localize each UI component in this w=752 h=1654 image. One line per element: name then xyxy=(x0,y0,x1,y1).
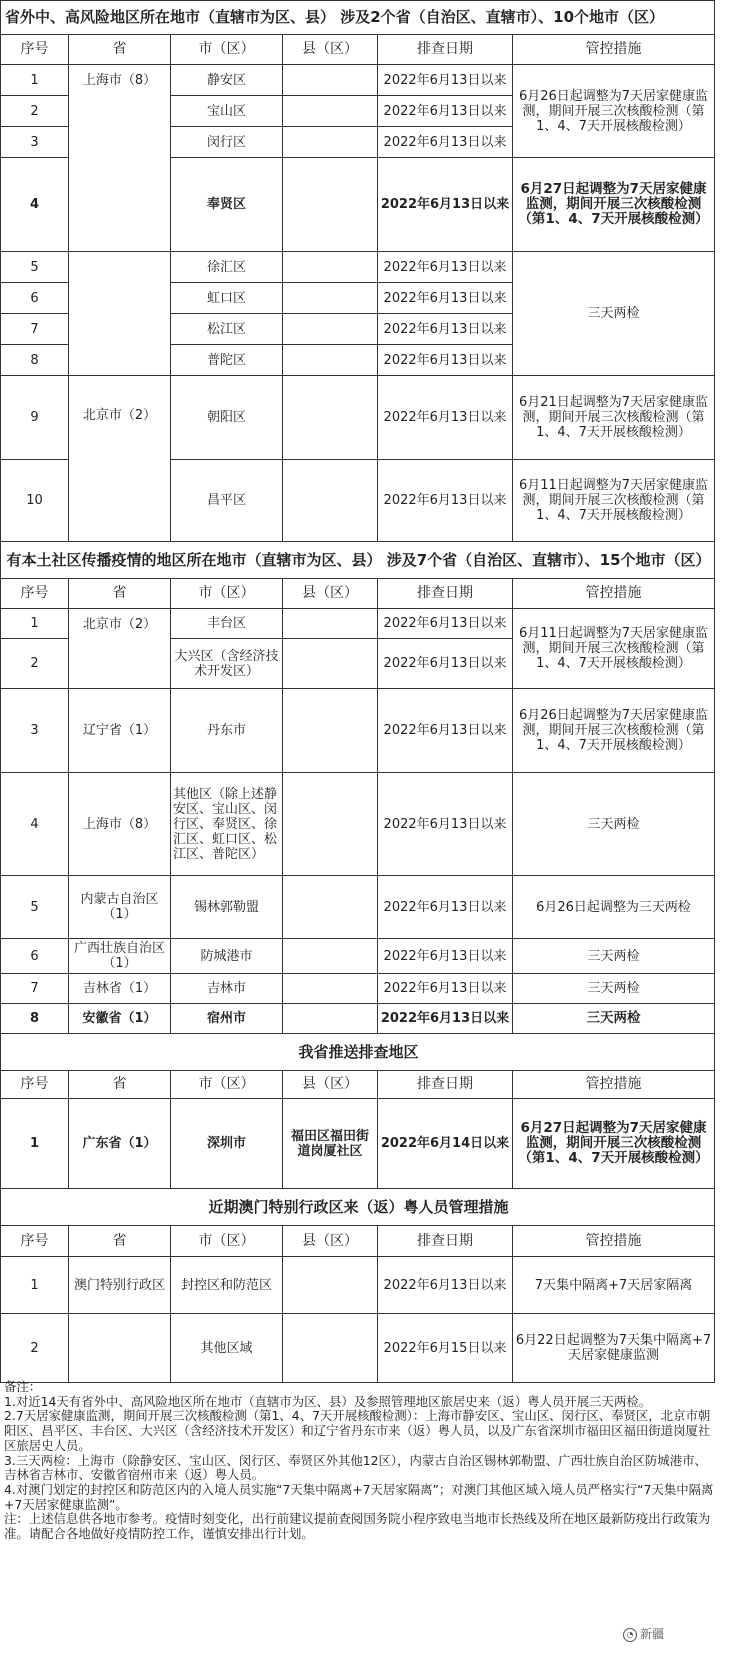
section1-title: 省外中、高风险地区所在地市（直辖市为区、县） 涉及2个省（自治区、直辖市）、10个地市（区） xyxy=(1,1,715,35)
notes-block xyxy=(4,1380,716,1542)
row-city: 宝山区 xyxy=(171,96,283,127)
row-province: 内蒙古自治区（1） xyxy=(69,876,171,939)
row-index: 6 xyxy=(1,939,69,974)
row-city: 松江区 xyxy=(171,314,283,345)
row-city: 宿州市 xyxy=(171,1004,283,1034)
row-city: 其他区（除上述静安区、宝山区、闵行区、奉贤区、徐汇区、虹口区、松江区、普陀区） xyxy=(171,773,283,876)
header-measure: 管控措施 xyxy=(513,35,715,65)
row-measure: 6月26日起调整为7天居家健康监测，期间开展三次核酸检测（第1、4、7天开展核酸检测） xyxy=(513,689,715,773)
row-measure: 6月27日起调整为7天居家健康监测，期间开展三次核酸检测（第1、4、7天开展核酸检测） xyxy=(513,158,715,252)
header-city: 市（区） xyxy=(171,1226,283,1257)
row-city: 朝阳区 xyxy=(171,376,283,460)
row-index: 4 xyxy=(1,158,69,252)
row-index: 2 xyxy=(1,639,69,689)
row-index: 1 xyxy=(1,609,69,639)
row-date: 2022年6月13日以来 xyxy=(378,376,513,460)
header-county: 县（区） xyxy=(283,1226,378,1257)
row-county xyxy=(283,460,378,542)
header-date: 排查日期 xyxy=(378,1226,513,1257)
row-index: 8 xyxy=(1,345,69,376)
row-measure: 7天集中隔离+7天居家隔离 xyxy=(513,1257,715,1314)
wechat-logo-icon: ◔ xyxy=(623,1628,637,1642)
row-province xyxy=(69,1314,171,1383)
section2-title: 有本土社区传播疫情的地区所在地市（直辖市为区、县） 涉及7个省（自治区、直辖市）、15个地市（区） xyxy=(1,542,715,579)
row-index: 5 xyxy=(1,252,69,283)
row-province: 北京市（2） xyxy=(69,376,171,542)
row-county xyxy=(283,1257,378,1314)
header-county: 县（区） xyxy=(283,1071,378,1099)
row-county xyxy=(283,345,378,376)
notes-heading: 备注： xyxy=(4,1379,42,1394)
row-province: 安徽省（1） xyxy=(69,1004,171,1034)
header-measure: 管控措施 xyxy=(513,1071,715,1099)
row-city: 虹口区 xyxy=(171,283,283,314)
row-date: 2022年6月13日以来 xyxy=(378,773,513,876)
row-index: 10 xyxy=(1,460,69,542)
row-province: 上海市（8） xyxy=(69,65,171,252)
row-county xyxy=(283,876,378,939)
row-date: 2022年6月13日以来 xyxy=(378,1257,513,1314)
row-province xyxy=(69,252,171,376)
watermark xyxy=(620,1625,667,1642)
row-date: 2022年6月13日以来 xyxy=(378,876,513,939)
row-date: 2022年6月13日以来 xyxy=(378,974,513,1004)
row-measure: 6月26日起调整为7天居家健康监测，期间开展三次核酸检测（第1、4、7天开展核酸检测） xyxy=(513,65,715,158)
row-date: 2022年6月13日以来 xyxy=(378,939,513,974)
header-province: 省 xyxy=(69,35,171,65)
row-county xyxy=(283,252,378,283)
header-index: 序号 xyxy=(1,1226,69,1257)
row-province: 澳门特别行政区 xyxy=(69,1257,171,1314)
row-county xyxy=(283,376,378,460)
header-province: 省 xyxy=(69,579,171,609)
row-measure: 6月11日起调整为7天居家健康监测，期间开展三次核酸检测（第1、4、7天开展核酸检测） xyxy=(513,609,715,689)
row-city: 普陀区 xyxy=(171,345,283,376)
row-measure: 6月11日起调整为7天居家健康监测，期间开展三次核酸检测（第1、4、7天开展核酸检测） xyxy=(513,460,715,542)
row-city: 丰台区 xyxy=(171,609,283,639)
row-province: 广西壮族自治区（1） xyxy=(69,939,171,974)
section3-title: 我省推送排查地区 xyxy=(1,1034,715,1071)
row-county xyxy=(283,127,378,158)
row-index: 7 xyxy=(1,974,69,1004)
row-date: 2022年6月13日以来 xyxy=(378,96,513,127)
note-item: 4.对澳门划定的封控区和防范区内的入境人员实施“7天集中隔离+7天居家隔离”；对澳门其他区域入境人员严格实行“7天集中隔离+7天居家健康监测”。 xyxy=(4,1481,714,1512)
note-item: 1.对近14天有省外中、高风险地区所在地市（直辖市为区、县）及参照管理地区旅居史来（返）粤人员开展三天两检。 xyxy=(4,1393,652,1409)
row-province: 广东省（1） xyxy=(69,1099,171,1189)
row-province: 北京市（2） xyxy=(69,609,171,689)
header-index: 序号 xyxy=(1,35,69,65)
row-province: 辽宁省（1） xyxy=(69,689,171,773)
row-measure: 三天两检 xyxy=(513,974,715,1004)
row-index: 6 xyxy=(1,283,69,314)
row-index: 1 xyxy=(1,1099,69,1189)
row-county xyxy=(283,96,378,127)
row-city: 其他区域 xyxy=(171,1314,283,1383)
row-date: 2022年6月13日以来 xyxy=(378,314,513,345)
row-county xyxy=(283,314,378,345)
header-city: 市（区） xyxy=(171,579,283,609)
row-measure: 6月27日起调整为7天居家健康监测，期间开展三次核酸检测（第1、4、7天开展核酸检测） xyxy=(513,1099,715,1189)
row-county xyxy=(283,283,378,314)
row-city: 丹东市 xyxy=(171,689,283,773)
row-county: 福田区福田街道岗厦社区 xyxy=(283,1099,378,1189)
row-measure: 三天两检 xyxy=(513,252,715,376)
note-disclaimer: 注：上述信息供各地市参考。疫情时刻变化，出行前建议提前查阅国务院小程序致电当地市长热线及所在地区最新防疫出行政策为准。请配合各地做好疫情防控工作，谨慎安排出行计划。 xyxy=(4,1511,711,1542)
header-measure: 管控措施 xyxy=(513,579,715,609)
header-date: 排查日期 xyxy=(378,579,513,609)
row-date: 2022年6月13日以来 xyxy=(378,639,513,689)
row-county xyxy=(283,65,378,96)
header-county: 县（区） xyxy=(283,579,378,609)
row-city: 静安区 xyxy=(171,65,283,96)
row-date: 2022年6月13日以来 xyxy=(378,127,513,158)
header-city: 市（区） xyxy=(171,35,283,65)
row-date: 2022年6月13日以来 xyxy=(378,609,513,639)
row-city: 锡林郭勒盟 xyxy=(171,876,283,939)
watermark-text: 新疆 xyxy=(640,1627,665,1641)
row-index: 7 xyxy=(1,314,69,345)
row-date: 2022年6月13日以来 xyxy=(378,1004,513,1034)
row-date: 2022年6月13日以来 xyxy=(378,460,513,542)
header-date: 排查日期 xyxy=(378,1071,513,1099)
row-index: 1 xyxy=(1,65,69,96)
row-index: 3 xyxy=(1,127,69,158)
row-county xyxy=(283,158,378,252)
row-measure: 6月21日起调整为7天居家健康监测，期间开展三次核酸检测（第1、4、7天开展核酸检测） xyxy=(513,376,715,460)
header-province: 省 xyxy=(69,1071,171,1099)
row-index: 2 xyxy=(1,96,69,127)
note-item: 3.三天两检：上海市（除静安区、宝山区、闵行区、奉贤区外其他12区），内蒙古自治区锡林郭勒盟、广西壮族自治区防城港市、吉林省吉林市、安徽省宿州市来（返）粤人员。 xyxy=(4,1452,707,1483)
row-county xyxy=(283,974,378,1004)
row-city: 封控区和防范区 xyxy=(171,1257,283,1314)
row-county xyxy=(283,609,378,639)
row-index: 3 xyxy=(1,689,69,773)
row-city: 徐汇区 xyxy=(171,252,283,283)
row-province: 上海市（8） xyxy=(69,773,171,876)
row-measure: 三天两检 xyxy=(513,939,715,974)
row-city: 吉林市 xyxy=(171,974,283,1004)
note-item: 2.7天居家健康监测，期间开展三次核酸检测（第1、4、7天开展核酸检测）：上海市静安区、宝山区、闵行区、奉贤区，北京市朝阳区、昌平区、丰台区、大兴区（含经济技术开发区）和辽宁省丹东市来（返）粤人员，以及广东省深圳市福田区福田街道岗厦社区旅居史人员。 xyxy=(4,1408,711,1453)
row-measure: 三天两检 xyxy=(513,1004,715,1034)
row-city: 昌平区 xyxy=(171,460,283,542)
row-index: 5 xyxy=(1,876,69,939)
row-date: 2022年6月14日以来 xyxy=(378,1099,513,1189)
header-measure: 管控措施 xyxy=(513,1226,715,1257)
header-city: 市（区） xyxy=(171,1071,283,1099)
row-measure: 6月26日起调整为三天两检 xyxy=(513,876,715,939)
row-index: 9 xyxy=(1,376,69,460)
row-date: 2022年6月13日以来 xyxy=(378,65,513,96)
header-province: 省 xyxy=(69,1226,171,1257)
header-county: 县（区） xyxy=(283,35,378,65)
header-date: 排查日期 xyxy=(378,35,513,65)
row-index: 1 xyxy=(1,1257,69,1314)
row-county xyxy=(283,1004,378,1034)
row-county xyxy=(283,939,378,974)
row-date: 2022年6月13日以来 xyxy=(378,252,513,283)
row-measure: 6月22日起调整为7天集中隔离+7天居家健康监测 xyxy=(513,1314,715,1383)
row-city: 闵行区 xyxy=(171,127,283,158)
row-county xyxy=(283,773,378,876)
row-date: 2022年6月13日以来 xyxy=(378,689,513,773)
row-measure: 三天两检 xyxy=(513,773,715,876)
header-index: 序号 xyxy=(1,579,69,609)
row-date: 2022年6月13日以来 xyxy=(378,158,513,252)
row-index: 8 xyxy=(1,1004,69,1034)
header-index: 序号 xyxy=(1,1071,69,1099)
row-index: 4 xyxy=(1,773,69,876)
row-city: 深圳市 xyxy=(171,1099,283,1189)
row-city: 大兴区（含经济技术开发区） xyxy=(171,639,283,689)
row-city: 防城港市 xyxy=(171,939,283,974)
section4-title: 近期澳门特别行政区来（返）粤人员管理措施 xyxy=(1,1189,715,1226)
row-date: 2022年6月13日以来 xyxy=(378,345,513,376)
row-county xyxy=(283,639,378,689)
row-county xyxy=(283,1314,378,1383)
row-index: 2 xyxy=(1,1314,69,1383)
row-date: 2022年6月15日以来 xyxy=(378,1314,513,1383)
row-county xyxy=(283,689,378,773)
row-province: 吉林省（1） xyxy=(69,974,171,1004)
row-date: 2022年6月13日以来 xyxy=(378,283,513,314)
row-city: 奉贤区 xyxy=(171,158,283,252)
